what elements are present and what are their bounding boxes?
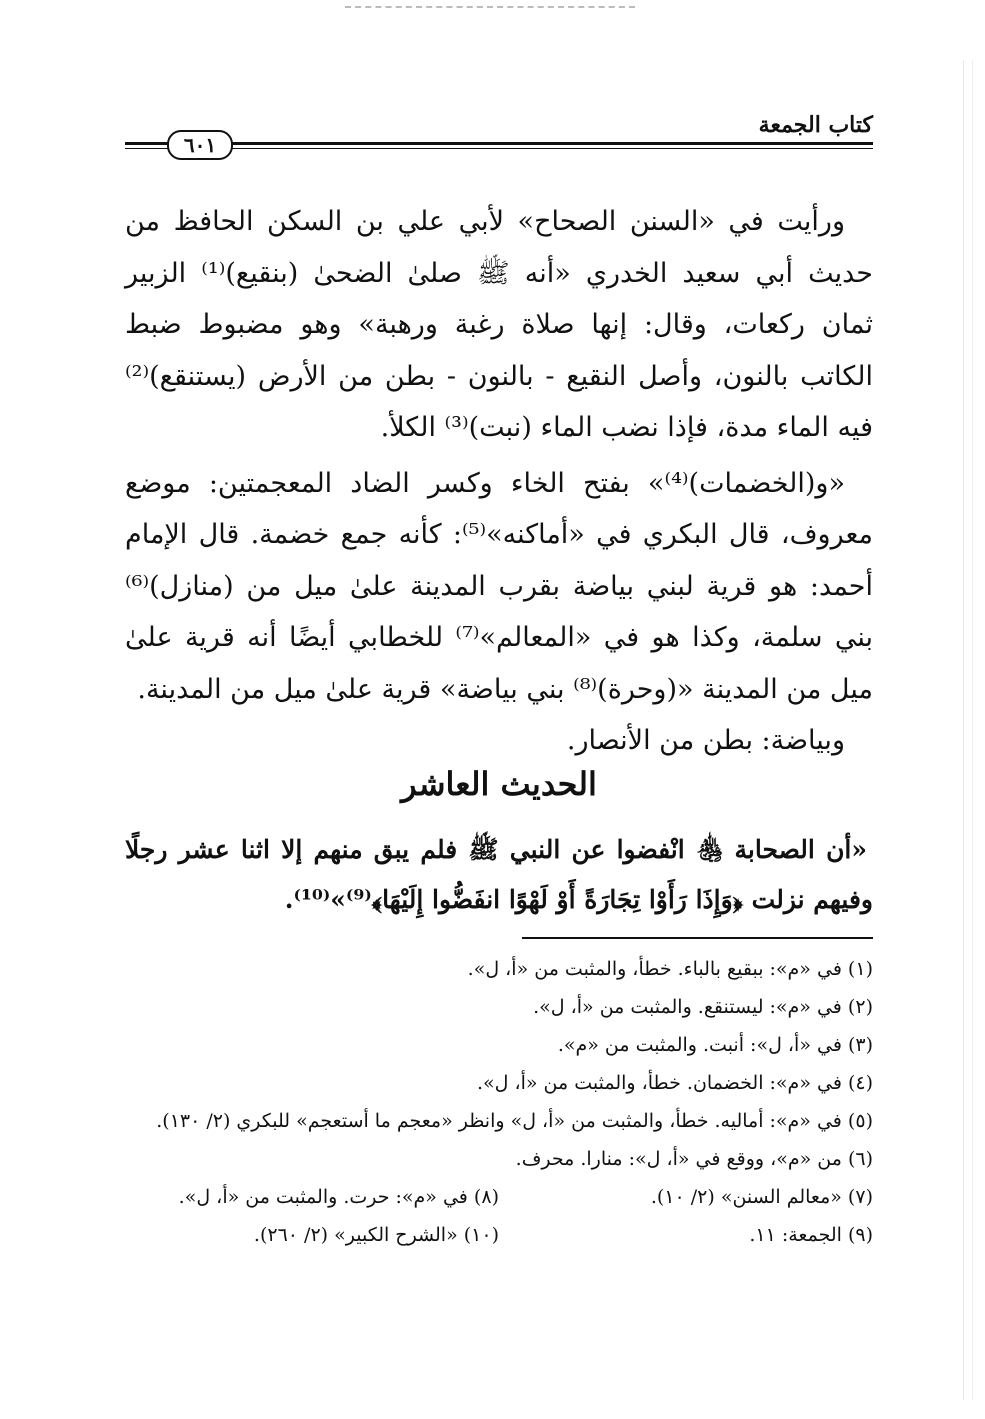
paragraph-1: ورأيت في «السنن الصحاح» لأبي علي بن السكن الحافظ من حديث أبي سعيد الخدري «أنه ﷺ صلىٰ الضحىٰ (بنقيع)⁽¹⁾ الزبير ثمان ركعات، وقال: إنها صلاة رغبة ورهبة» وهو مضبوط ضبط الكاتب بالنون، وأصل النقيع - بالنون - بطن من الأرض (يستنقع)⁽²⁾ فيه الماء مدة، فإذا نضب الماء (نبت)⁽³⁾ الكلأ. — [125, 206, 873, 443]
running-title: كتاب الجمعة — [758, 112, 873, 138]
hadith-paragraph: «أن الصحابة ﵃ انْفضوا عن النبي ﷺ فلم يبق منهم إلا اثنا عشر رجلًا وفيهم نزلت ﴿وَإِذَا رَأَوْا تِجَارَةً أَوْ لَهْوًا انفَضُّوا إِلَيْهَا﴾⁽⁹⁾»⁽¹⁰⁾. — [125, 835, 873, 914]
footnote-row-9-10 — [125, 1216, 873, 1254]
footnote-9: (٩) الجمعة: ١١. — [749, 1224, 873, 1246]
footnotes — [125, 950, 873, 1254]
paragraph-3: وبياضة: بطن من الأنصار. — [566, 725, 845, 756]
hadith-text — [125, 825, 873, 925]
main-text — [125, 196, 873, 767]
header-rule-left-thick — [125, 142, 170, 145]
header-rule-thick — [230, 142, 873, 145]
page-number: ٦٠١ — [167, 130, 233, 160]
footnote-10: (١٠) «الشرح الكبير» (٢/ ٢٦٠). — [253, 1224, 499, 1246]
footnote-6: (٦) من «م»، ووقع في «أ، ل»: منارا. محرف. — [515, 1148, 873, 1170]
page-header — [125, 108, 873, 158]
header-rule-left-thin — [125, 148, 170, 149]
scan-page-edge — [963, 60, 973, 1400]
header-rule-thin — [230, 148, 873, 149]
footnote-separator — [522, 937, 873, 939]
scan-top-marks — [345, 6, 635, 12]
section-heading: الحديث العاشر — [401, 765, 597, 803]
footnote-7: (٧) «معالم السنن» (٢/ ١٠). — [650, 1186, 873, 1208]
footnote-2: (٢) في «م»: ليستنقع. والمثبت من «أ، ل». — [533, 996, 873, 1018]
footnote-1: (١) في «م»: ببقيع بالباء. خطأ، والمثبت من «أ، ل». — [467, 958, 873, 980]
footnote-row-7-8 — [125, 1178, 873, 1216]
footnote-4: (٤) في «م»: الخضمان. خطأ، والمثبت من «أ، ل». — [476, 1072, 873, 1094]
footnote-8: (٨) في «م»: حرت. والمثبت من «أ، ل». — [178, 1186, 499, 1208]
footnote-3: (٣) في «أ، ل»: أنبت. والمثبت من «م». — [557, 1034, 873, 1056]
footnote-5: (٥) في «م»: أماليه. خطأ، والمثبت من «أ، ل» وانظر «معجم ما أستعجم» للبكري (٢/ ١٣٠). — [156, 1110, 873, 1132]
paragraph-2: «و(الخضمات)⁽⁴⁾» بفتح الخاء وكسر الضاد المعجمتين: موضع معروف، قال البكري في «أماكنه»⁽⁵⁾: كأنه جمع خضمة. قال الإمام أحمد: هو قرية لبني بياضة بقرب المدينة علىٰ ميل من (منازل)⁽⁶⁾ بني سلمة، وكذا هو في «المعالم»⁽⁷⁾ للخطابي أيضًا أنه قرية علىٰ ميل من المدينة «(وحرة)⁽⁸⁾ بني بياضة» قرية علىٰ ميل من المدينة. — [125, 467, 874, 705]
